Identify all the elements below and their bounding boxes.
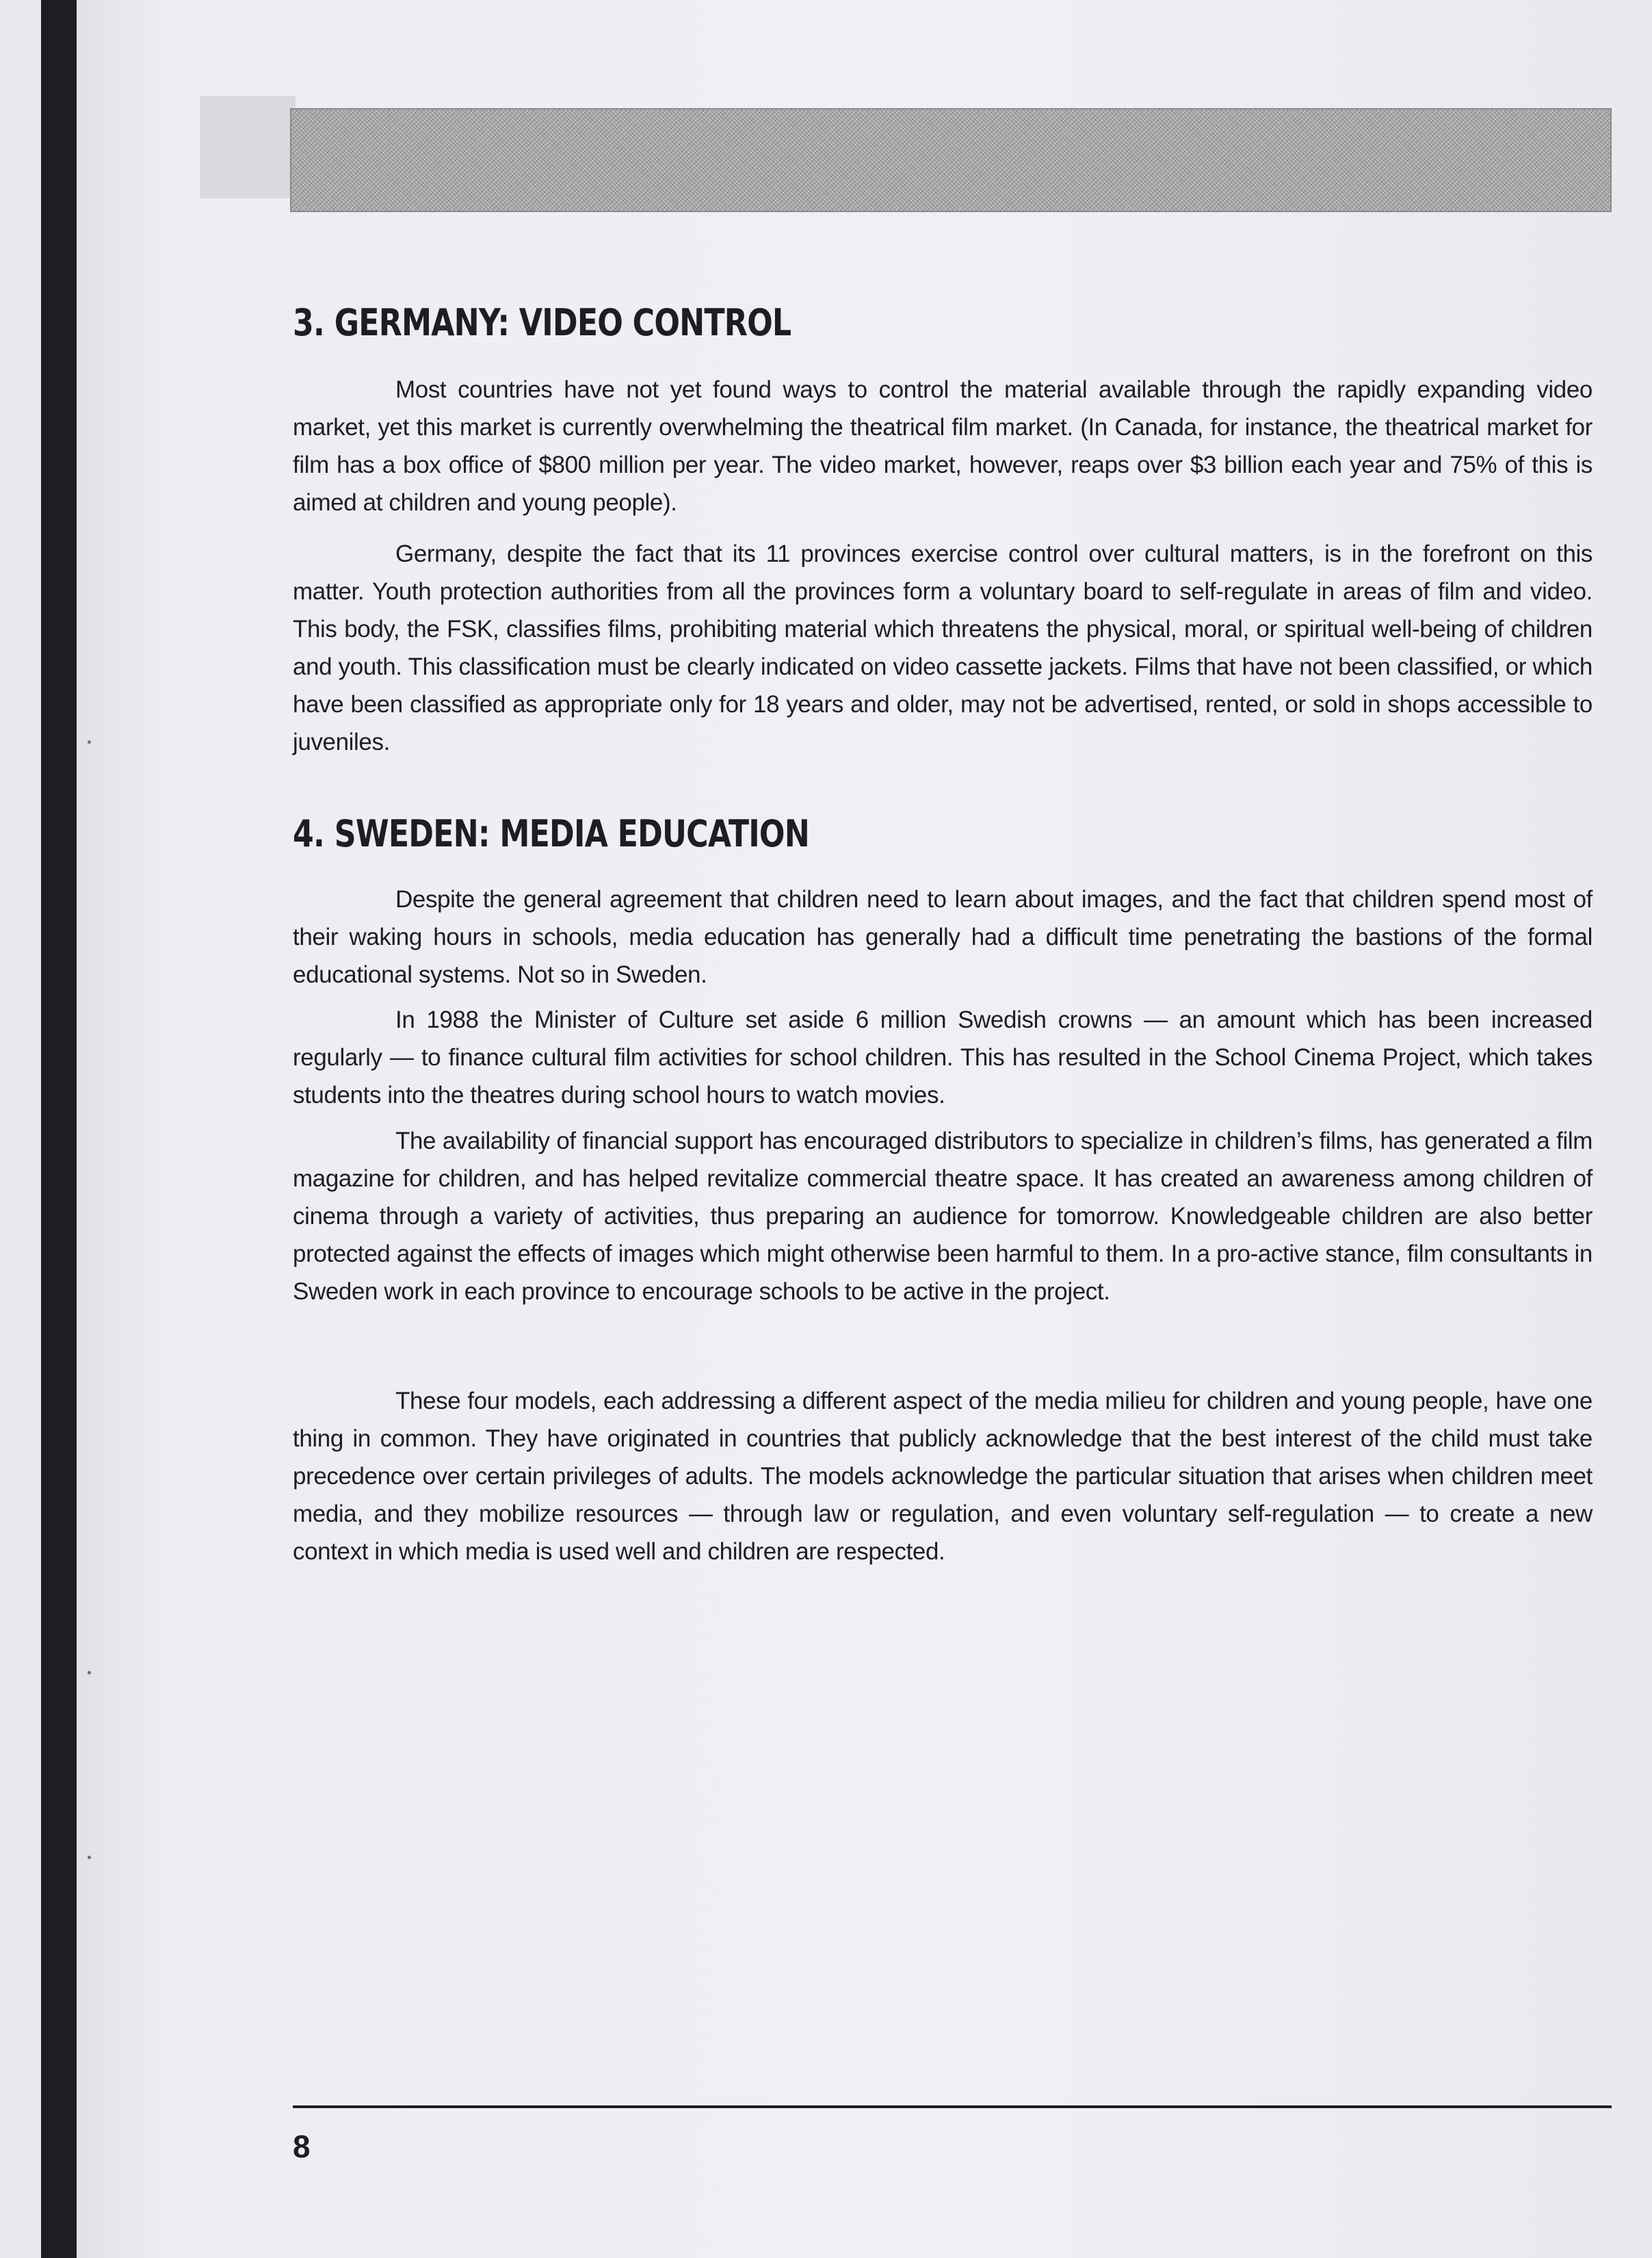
section-number: 3. <box>293 301 324 344</box>
paragraph: Most countries have not yet found ways to control the material available through the rapidly expanding video market, yet this market is currently overwhelming the theatrical film market. (In Canada, for instance, the theatrical market for film has a box office of $800 million per year. The video market, however, reaps over $3 billion each year and 75% of this is aimed at children and young people). <box>293 376 1592 516</box>
section-heading-germany <box>293 301 791 344</box>
paragraph: These four models, each addressing a different aspect of the media milieu for children and young people, have one thing in common. They have originated in countries that publicly acknowledge that the best interest of the child must take precedence over certain privileges of adults. The models acknowledge the particular situation that arises when children meet media, and they mobilize resources — through law or regulation, and even voluntary self-regulation — to create a new context in which media is used well and children are respected. <box>293 1388 1592 1565</box>
section-title: GERMANY: VIDEO CONTROL <box>334 301 791 344</box>
paragraph: The availability of financial support has encouraged distributors to specialize in children’s films, has generated a film magazine for children, and has helped revitalize commercial theatre space. It has created an awareness among children of cinema through a variety of activities, thus preparing an audience for tomorrow. Knowledgeable children are also better protected against the effects of images which might otherwise been harmful to them. In a pro-active stance, film consultants in Sweden work in each province to encourage schools to be active in the project. <box>293 1128 1592 1305</box>
speck <box>88 740 91 744</box>
paragraph: Germany, despite the fact that its 11 provinces exercise control over cultural matters, is in the forefront on this matter. Youth protection authorities from all the provinces form a voluntary board to self-regulate in areas of film and video. This body, the FSK, classifies films, prohibiting material which threatens the physical, moral, or spiritual well-being of children and youth. This classification must be clearly indicated on video cassette jackets. Films that have not been classified, or which have been classified as appropriate only for 18 years and older, may not be advertised, rented, or sold in shops accessible to juveniles. <box>293 541 1592 755</box>
paragraph: Despite the general agreement that children need to learn about images, and the fact that children spend most of their waking hours in schools, media education has generally had a difficult time penetrating the bastions of the formal educational systems. Not so in Sweden. <box>293 886 1592 988</box>
page-number: 8 <box>293 2129 311 2164</box>
paragraph: In 1988 the Minister of Culture set aside 6 million Swedish crowns — an amount which has been increased regularly — to finance cultural film activities for school children. This has resulted in the School Cinema Project, which takes students into the theatres during school hours to watch movies. <box>293 1007 1592 1108</box>
speck <box>88 1671 91 1674</box>
header-halftone-band <box>290 108 1612 212</box>
speck <box>88 1856 91 1859</box>
section-title: SWEDEN: MEDIA EDUCATION <box>334 812 809 855</box>
binding-edge <box>41 0 77 2258</box>
section-number: 4. <box>293 812 324 855</box>
margin-specks <box>88 0 94 2258</box>
header-bleed-shadow <box>200 96 296 198</box>
section-heading-sweden <box>293 812 809 855</box>
footer-rule <box>293 2105 1612 2108</box>
